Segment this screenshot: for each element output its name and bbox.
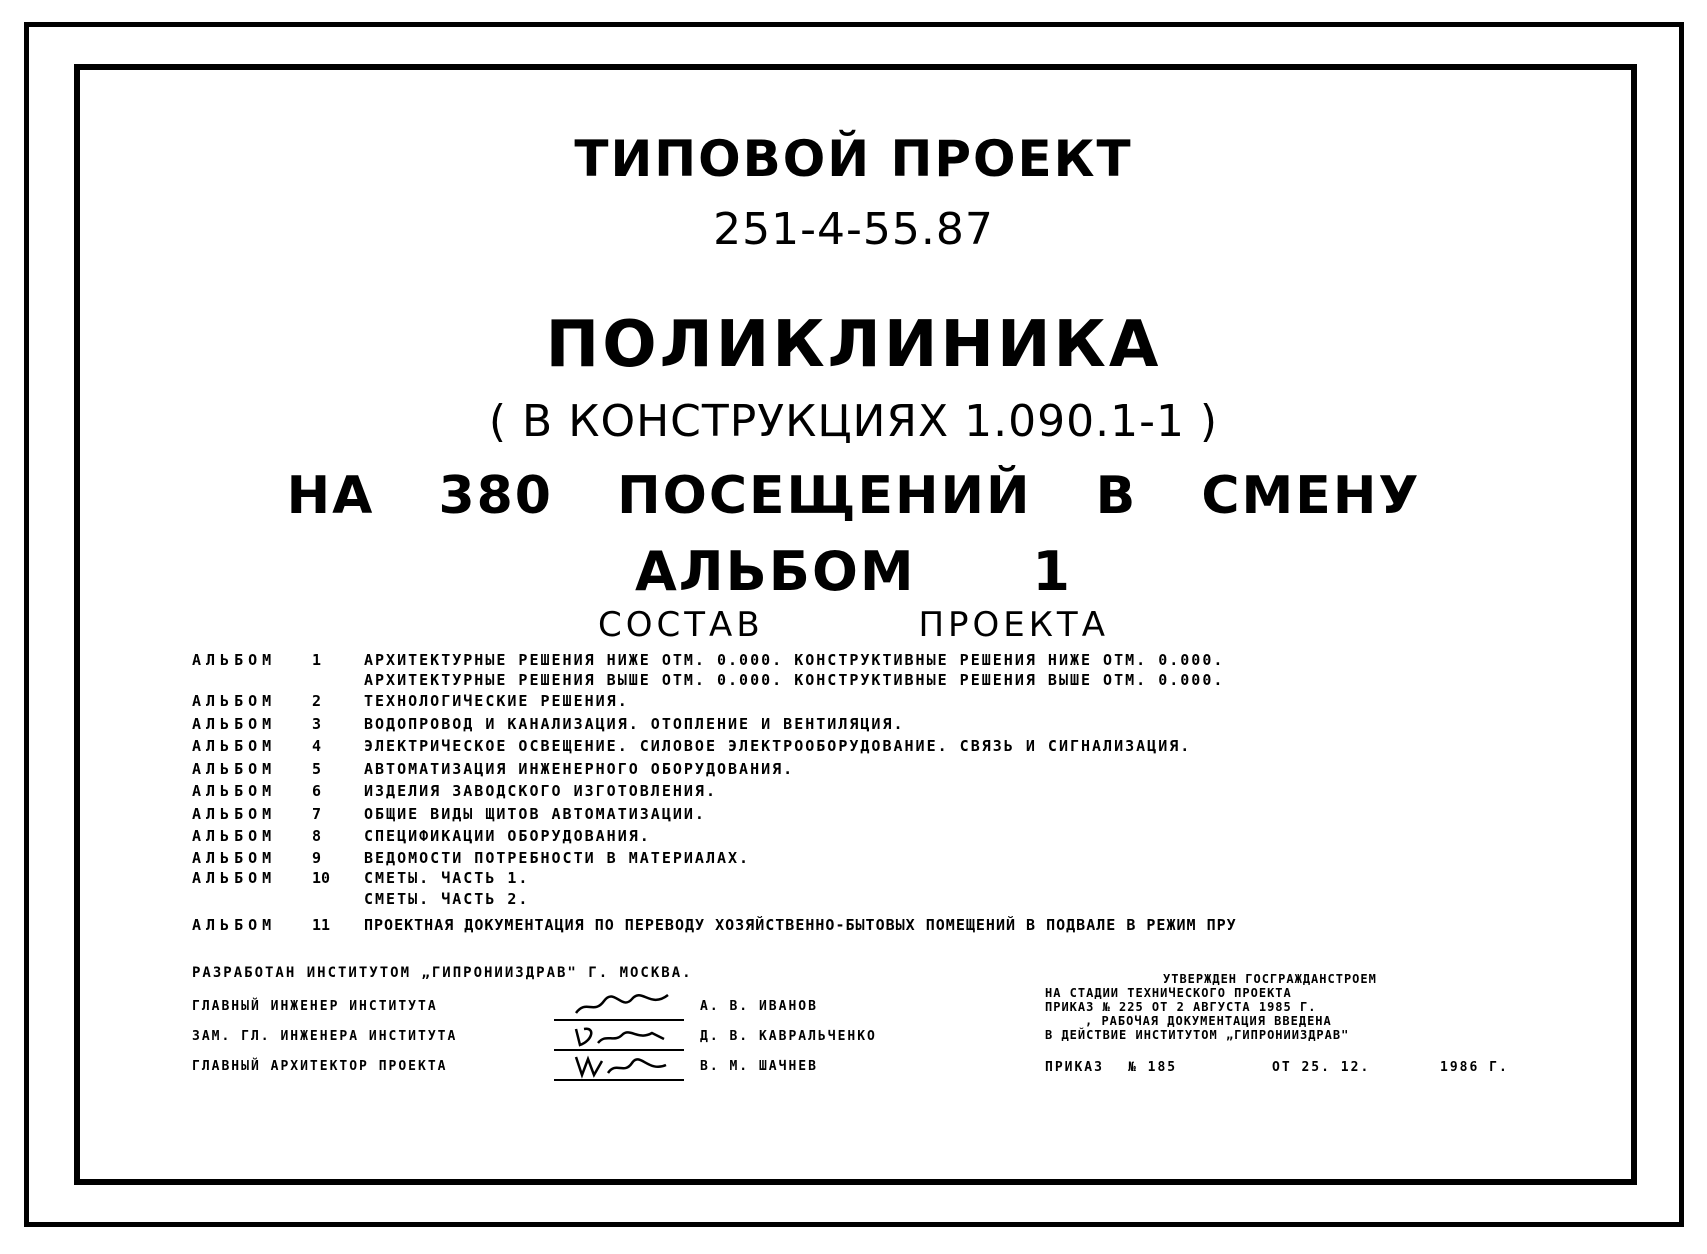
album-row	[192, 888, 1432, 911]
album-number: 9	[312, 848, 322, 867]
approval-line: УТВЕРЖДЕН ГОСГРАЖДАНСТРОЕМ	[1163, 972, 1377, 986]
album-number: 3	[312, 714, 322, 733]
album-text: СПЕЦИФИКАЦИИ ОБОРУДОВАНИЯ.	[364, 827, 651, 845]
visits-word: НА	[286, 466, 375, 526]
album-row	[192, 825, 1432, 848]
album-text: СМЕТЫ. ЧАСТЬ 2.	[364, 889, 530, 908]
signatory-name: А. В. ИВАНОВ	[700, 999, 818, 1014]
album-text: ВОДОПРОВОД И КАНАЛИЗАЦИЯ. ОТОПЛЕНИЕ И ВЕНТИЛЯЦИЯ.	[364, 714, 905, 733]
album-text: АВТОМАТИЗАЦИЯ ИНЖЕНЕРНОГО ОБОРУДОВАНИЯ.	[364, 759, 795, 778]
approval-line: В ДЕЙСТВИЕ ИНСТИТУТОМ „ГИПРОНИИЗДРАВ"	[1045, 1028, 1350, 1042]
composition-word: СОСТАВ	[598, 605, 764, 645]
album-row	[192, 670, 1432, 690]
signature-line	[554, 1079, 684, 1081]
composition-word: ПРОЕКТА	[918, 605, 1109, 645]
album-label: АЛЬБОМ	[192, 868, 277, 887]
project-number: 251-4-55.87	[713, 204, 994, 255]
album-list	[192, 650, 1432, 937]
album-label: АЛЬБОМ	[192, 827, 277, 845]
visits-line	[0, 466, 1707, 526]
album-label: АЛЬБОМ	[192, 782, 277, 800]
signature-position: ГЛАВНЫЙ ИНЖЕНЕР ИНСТИТУТА	[192, 999, 438, 1014]
album-label: АЛЬБОМ	[192, 759, 277, 778]
album-word: АЛЬБОМ	[635, 540, 916, 603]
project-type-label: ТИПОВОЙ ПРОЕКТ	[574, 130, 1133, 188]
album-text: ПРОЕКТНАЯ ДОКУМЕНТАЦИЯ ПО ПЕРЕВОДУ ХОЗЯЙСТВЕННО-БЫТОВЫХ ПОМЕЩЕНИЙ В ПОДВАЛЕ В РЕЖИМ ПРУ	[364, 916, 1237, 934]
album-text: АРХИТЕКТУРНЫЕ РЕШЕНИЯ НИЖЕ ОТМ. 0.000. КОНСТРУКТИВНЫЕ РЕШЕНИЯ НИЖЕ ОТМ. 0.000.	[364, 651, 1225, 669]
album-number: 1	[1032, 540, 1072, 603]
album-label: АЛЬБОМ	[192, 737, 277, 755]
album-row	[192, 780, 1432, 803]
project-name: ПОЛИКЛИНИКА	[545, 308, 1162, 382]
album-row	[192, 803, 1432, 826]
constructions-note: ( В КОНСТРУКЦИЯХ 1.090.1-1 )	[488, 396, 1219, 447]
developer-line: РАЗРАБОТАН ИНСТИТУТОМ „ГИПРОНИИЗДРАВ" Г. МОСКВА.	[192, 965, 693, 981]
visits-word: 380	[438, 466, 553, 526]
signatory-name: Д. В. КАВРАЛЬЧЕНКО	[700, 1029, 877, 1044]
order-label: ПРИКАЗ	[1045, 1060, 1104, 1075]
signature-position: ЗАМ. ГЛ. ИНЖЕНЕРА ИНСТИТУТА	[192, 1029, 458, 1044]
album-text: ЭЛЕКТРИЧЕСКОЕ ОСВЕЩЕНИЕ. СИЛОВОЕ ЭЛЕКТРООБОРУДОВАНИЕ. СВЯЗЬ И СИГНАЛИЗАЦИЯ.	[364, 737, 1192, 755]
album-text: ТЕХНОЛОГИЧЕСКИЕ РЕШЕНИЯ.	[364, 692, 629, 710]
album-label: АЛЬБОМ	[192, 804, 277, 823]
album-text: ИЗДЕЛИЯ ЗАВОДСКОГО ИЗГОТОВЛЕНИЯ.	[364, 782, 717, 800]
album-label: АЛЬБОМ	[192, 714, 277, 733]
signature-row	[192, 1055, 892, 1083]
album-number: 5	[312, 759, 322, 778]
album-heading	[0, 540, 1707, 603]
signature-row	[192, 1025, 892, 1053]
album-row	[192, 868, 1432, 888]
album-text: СМЕТЫ. ЧАСТЬ 1.	[364, 868, 530, 887]
album-row	[192, 758, 1432, 781]
album-label: АЛЬБОМ	[192, 692, 277, 710]
approval-line: , РАБОЧАЯ ДОКУМЕНТАЦИЯ ВВЕДЕНА	[1085, 1014, 1332, 1028]
album-label: АЛЬБОМ	[192, 916, 277, 934]
album-number: 8	[312, 827, 322, 845]
album-number: 2	[312, 692, 322, 710]
album-row	[192, 650, 1432, 670]
album-label: АЛЬБОМ	[192, 848, 277, 867]
album-number: 7	[312, 804, 322, 823]
order-date: ОТ 25. 12.	[1272, 1060, 1371, 1075]
visits-word: В	[1095, 466, 1138, 526]
album-row	[192, 914, 1432, 937]
signature-position: ГЛАВНЫЙ АРХИТЕКТОР ПРОЕКТА	[192, 1059, 448, 1074]
album-number: 1	[312, 651, 322, 669]
visits-word: СМЕНУ	[1201, 466, 1421, 526]
approval-line: ПРИКАЗ № 225 ОТ 2 АВГУСТА 1985 Г.	[1045, 1000, 1317, 1014]
album-label: АЛЬБОМ	[192, 651, 277, 669]
album-text: ВЕДОМОСТИ ПОТРЕБНОСТИ В МАТЕРИАЛАХ.	[364, 848, 751, 867]
signature-row	[192, 995, 892, 1023]
album-number: 11	[312, 916, 331, 934]
album-row	[192, 713, 1432, 736]
album-number: 4	[312, 737, 322, 755]
album-text: АРХИТЕКТУРНЫЕ РЕШЕНИЯ ВЫШЕ ОТМ. 0.000. КОНСТРУКТИВНЫЕ РЕШЕНИЯ ВЫШЕ ОТМ. 0.000.	[364, 671, 1225, 689]
approval-block	[1045, 972, 1465, 1042]
signatory-name: В. М. ШАЧНЕВ	[700, 1059, 818, 1074]
album-number: 10	[312, 868, 331, 887]
order-year: 1986 Г.	[1440, 1060, 1509, 1075]
visits-word: ПОСЕЩЕНИЙ	[617, 466, 1032, 526]
album-number: 6	[312, 782, 322, 800]
order-number: № 185	[1128, 1060, 1178, 1075]
album-text: ОБЩИЕ ВИДЫ ЩИТОВ АВТОМАТИЗАЦИИ.	[364, 804, 706, 823]
approval-line: НА СТАДИИ ТЕХНИЧЕСКОГО ПРОЕКТА	[1045, 986, 1292, 1000]
album-row	[192, 735, 1432, 758]
album-row	[192, 690, 1432, 713]
album-row	[192, 848, 1432, 868]
composition-heading	[0, 605, 1707, 645]
